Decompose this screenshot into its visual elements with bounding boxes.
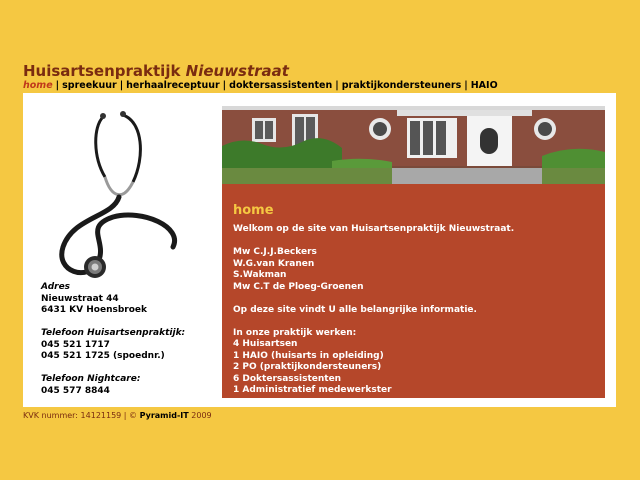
staff-intro: In onze praktijk werken: [233,327,357,338]
nav-haio[interactable]: HAIO [470,80,498,91]
address-city: 6431 KV Hoensbroek [41,305,147,315]
footer [23,411,212,420]
doctor-name: Mw C.J.J.Beckers [233,247,317,257]
phone-number-1: 045 521 1717 [41,339,110,350]
staff-item: 6 Doktersassistenten [233,373,342,384]
doctor-name: Mw C.T de Ploeg-Groenen [233,281,364,292]
main-panel [222,106,605,398]
nav-home[interactable]: home [23,80,53,91]
nav-separator: | [222,80,227,91]
stethoscope-image [33,97,193,287]
nav-herhaalreceptuur[interactable]: herhaalreceptuur [126,80,220,91]
main-text [233,224,514,397]
address-street: Nieuwstraat 44 [41,293,119,304]
nightcare-phone: 045 577 8844 [41,385,110,396]
staff-item: 4 Huisartsen [233,339,298,349]
address-block [41,282,185,397]
left-column [23,93,213,407]
staff-item: 1 HAIO (huisarts in opleiding) [233,350,384,361]
main-nav [23,80,498,91]
site-title-plain: Huisartsenpraktijk [23,62,186,80]
nav-praktijkondersteuners[interactable]: praktijkondersteuners [341,80,462,91]
site-title [23,62,289,80]
footer-company-link[interactable]: Pyramid-IT [139,411,189,420]
doctor-name: S.Wakman [233,270,287,280]
welcome-text: Welkom op de site van Huisartsenpraktijk Nieuwstraat. [233,224,515,234]
nav-separator: | [55,80,60,91]
staff-item: 2 PO (praktijkondersteuners) [233,362,382,372]
doctor-name: W.G.van Kranen [233,258,315,269]
info-text: Op deze site vindt U alle belangrijke informatie. [233,304,477,315]
nav-separator: | [464,80,468,91]
address-label: Adres [41,282,71,292]
site-title-italic: Nieuwstraat [185,62,289,80]
phone-number-2: 045 521 1725 (spoednr.) [41,351,165,361]
nav-spreekuur[interactable]: spreekuur [62,80,117,91]
nav-separator: | [119,80,124,91]
content-box [23,93,616,407]
building-photo [222,106,605,184]
page-heading: home [233,203,274,218]
footer-kvk: KVK nummer: 14121159 | © [23,411,140,420]
nav-separator: | [335,80,339,91]
nightcare-label: Telefoon Nightcare: [41,374,141,384]
nav-doktersassistenten[interactable]: doktersassistenten [229,80,333,91]
staff-item: 1 Administratief medewerkster [233,385,392,395]
footer-year: 2009 [188,411,212,420]
phone-label: Telefoon Huisartsenpraktijk: [41,328,186,338]
